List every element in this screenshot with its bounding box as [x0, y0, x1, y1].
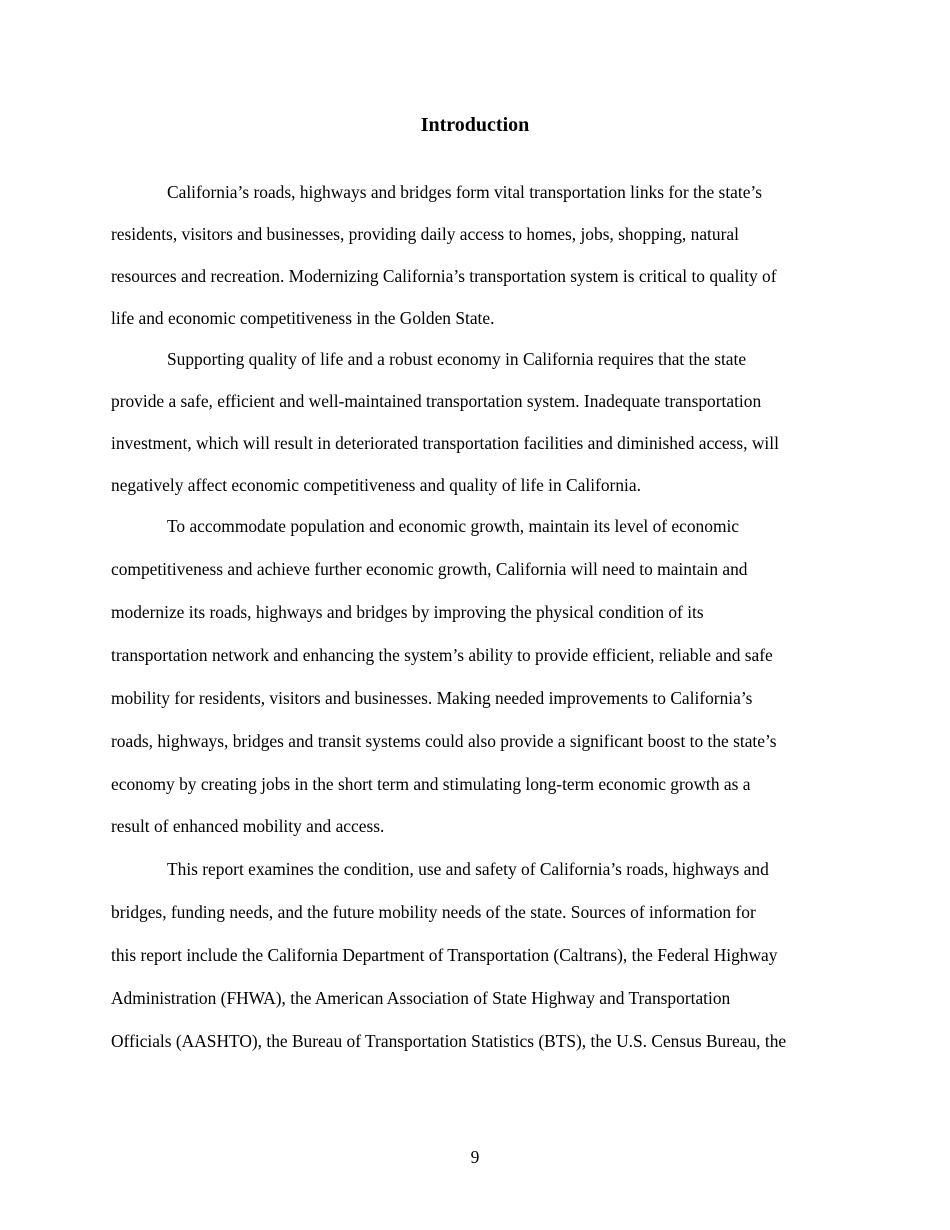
paragraph-line: California’s roads, highways and bridges form vital transportation links for the state’s: [167, 182, 763, 202]
paragraph-line: this report include the California Department of Transportation (Caltrans), the Federal Highway: [111, 945, 778, 965]
page-title: Introduction: [420, 114, 530, 136]
paragraph-line: life and economic competitiveness in the Golden State.: [111, 308, 495, 328]
paragraph-line: roads, highways, bridges and transit systems could also provide a significant boost to the state’s: [111, 731, 777, 751]
paragraph-line: result of enhanced mobility and access.: [111, 816, 385, 836]
paragraph-line: economy by creating jobs in the short term and stimulating long-term economic growth as a: [111, 774, 751, 794]
paragraph-line: transportation network and enhancing the system’s ability to provide efficient, reliable and safe: [111, 645, 773, 665]
page-number: 9: [470, 1147, 480, 1167]
paragraph-line: modernize its roads, highways and bridges by improving the physical condition of its: [111, 602, 704, 622]
paragraph-line: Supporting quality of life and a robust economy in California requires that the state: [167, 349, 747, 369]
paragraph-line: negatively affect economic competitiveness and quality of life in California.: [111, 475, 641, 495]
paragraph-line: investment, which will result in deteriorated transportation facilities and diminished access, will: [111, 433, 779, 453]
paragraph-line: To accommodate population and economic growth, maintain its level of economic: [167, 516, 740, 536]
paragraph-line: resources and recreation. Modernizing California’s transportation system is critical to quality of: [111, 266, 777, 286]
paragraph-line: mobility for residents, visitors and businesses. Making needed improvements to California’s: [111, 688, 753, 708]
paragraph-line: residents, visitors and businesses, providing daily access to homes, jobs, shopping, natural: [111, 224, 739, 244]
paragraph-line: provide a safe, efficient and well-maintained transportation system. Inadequate transportation: [111, 391, 762, 411]
paragraph-line: bridges, funding needs, and the future mobility needs of the state. Sources of information for: [111, 902, 756, 922]
paragraph-line: This report examines the condition, use and safety of California’s roads, highways and: [167, 859, 769, 879]
paragraph-line: Administration (FHWA), the American Association of State Highway and Transportation: [111, 988, 731, 1008]
paragraph-line: Officials (AASHTO), the Bureau of Transportation Statistics (BTS), the U.S. Census Bureau, the: [111, 1031, 787, 1051]
paragraph-line: competitiveness and achieve further economic growth, California will need to maintain and: [111, 559, 748, 579]
